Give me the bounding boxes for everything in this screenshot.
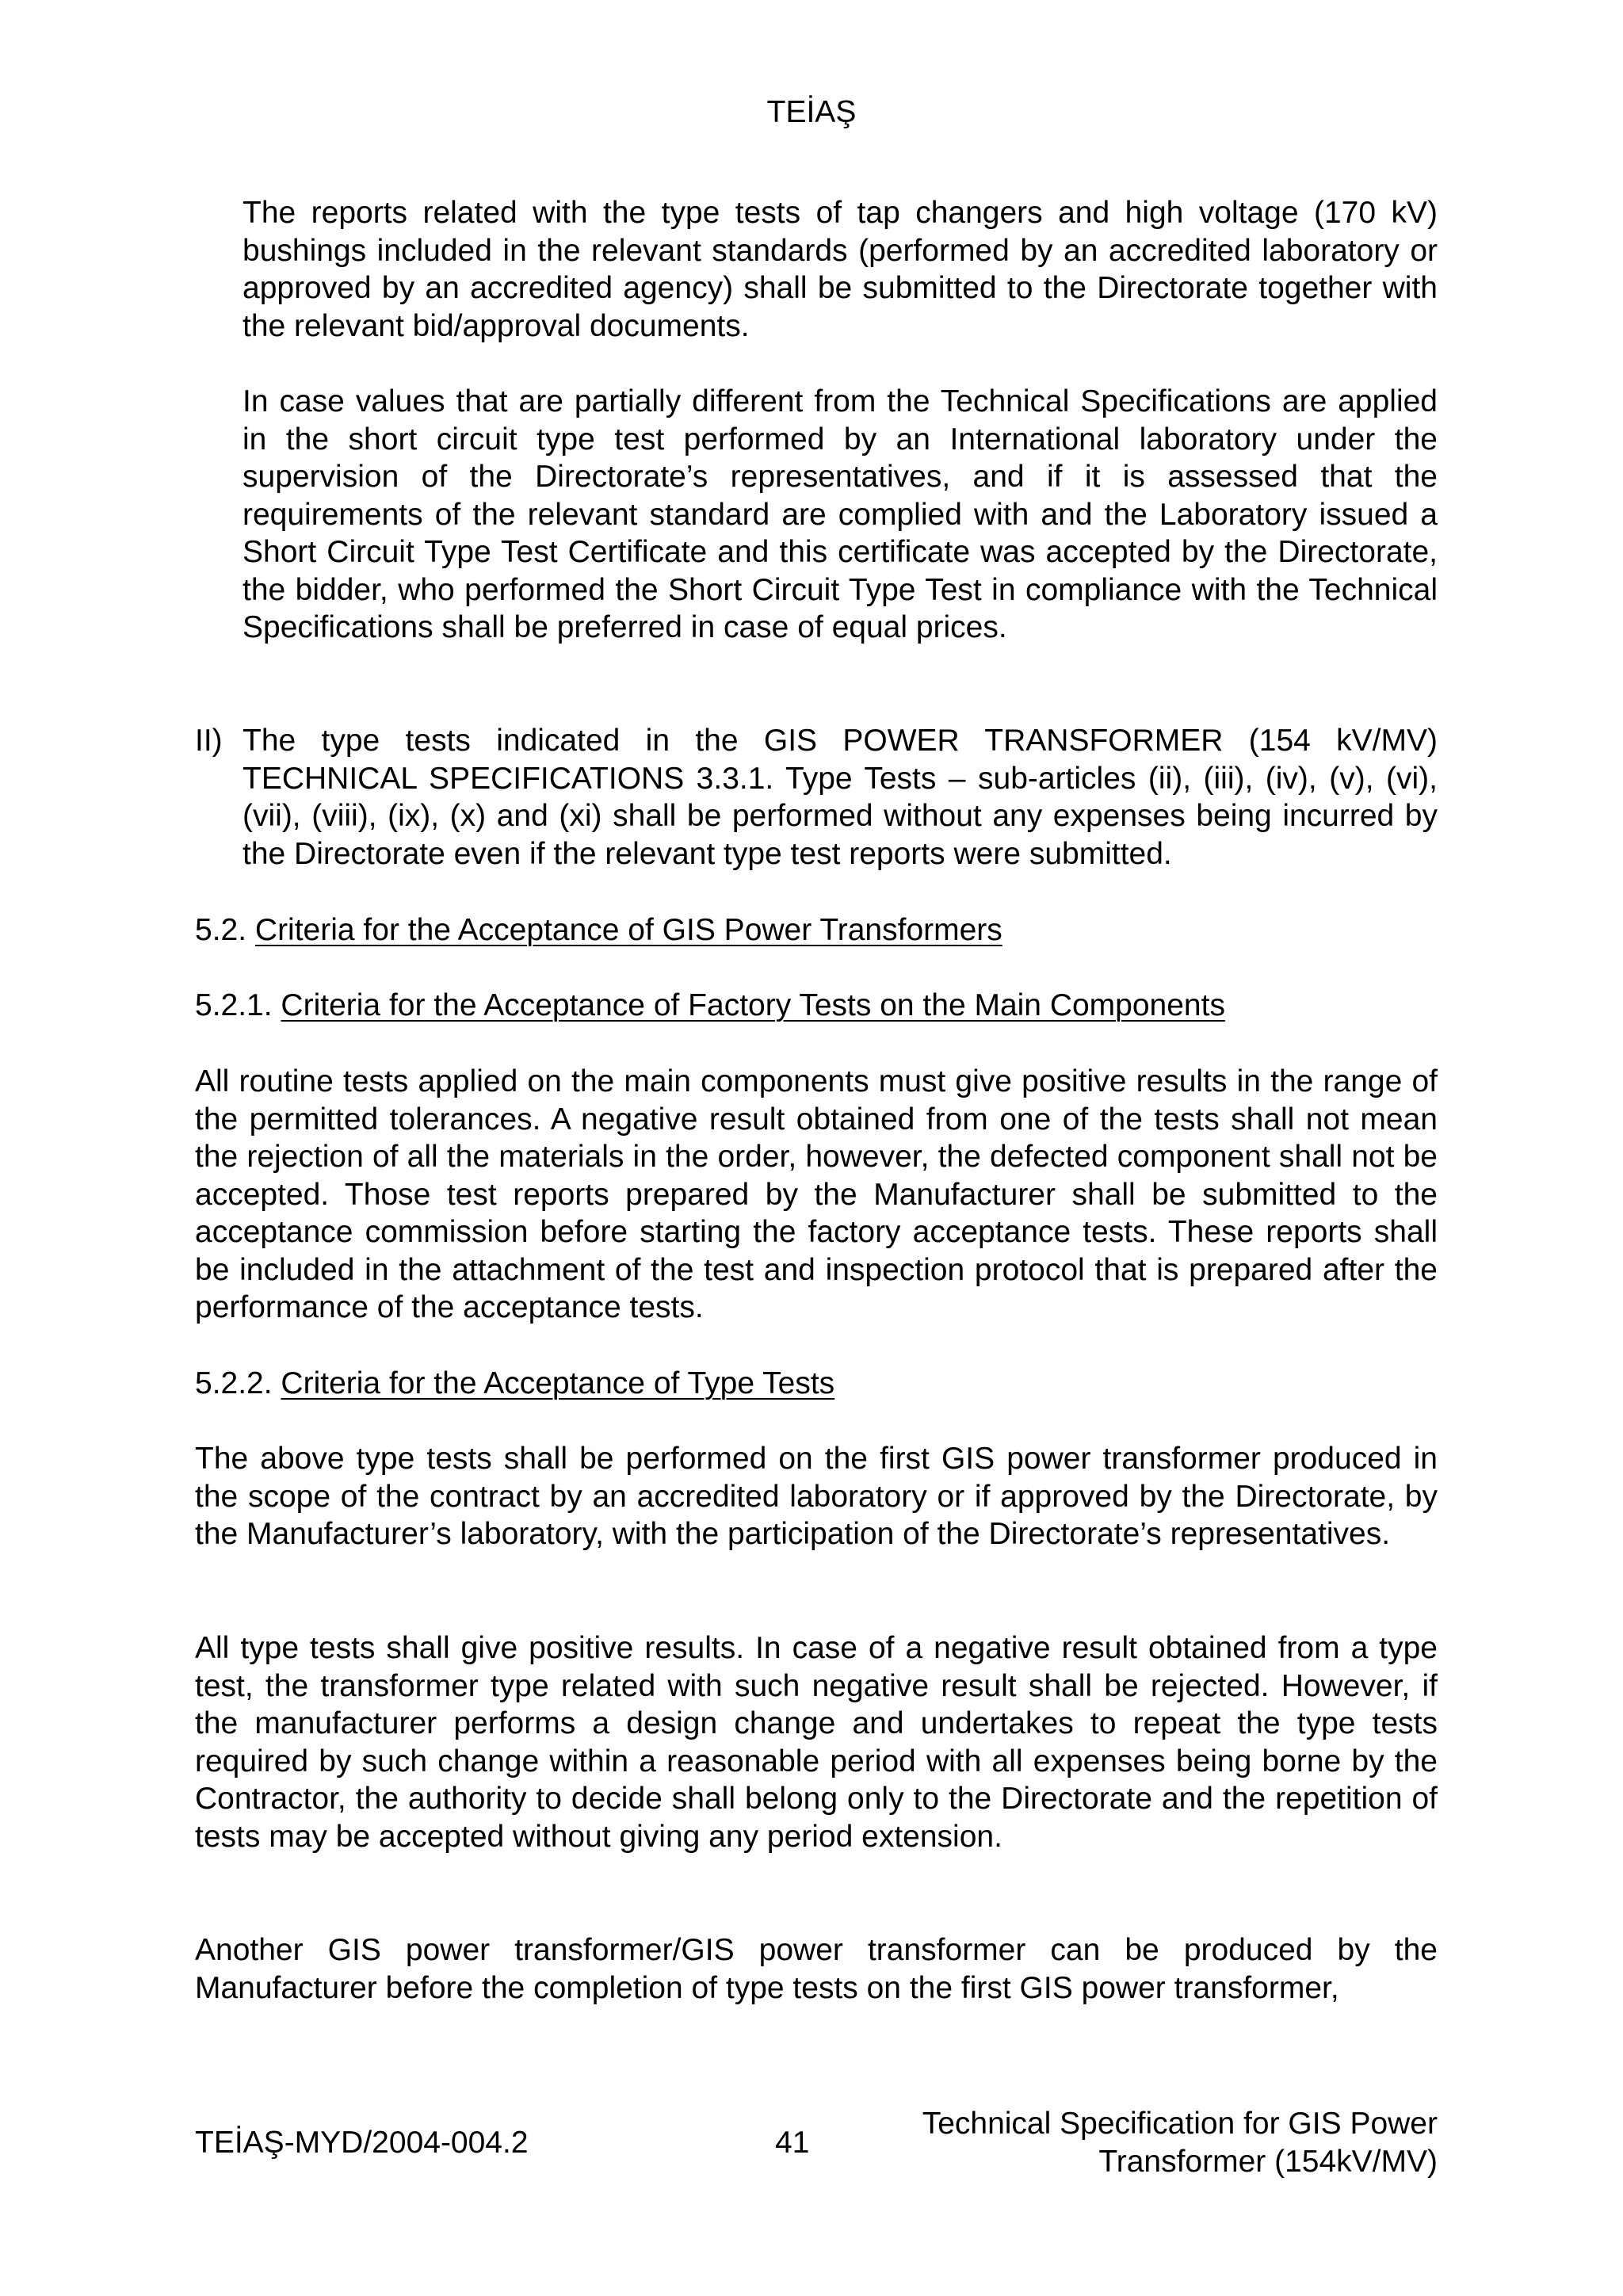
heading-5-2-title: Criteria for the Acceptance of GIS Power Transformers — [254, 913, 1002, 947]
heading-5-2-number: 5.2. — [195, 913, 247, 947]
heading-5-2-1 — [195, 987, 1225, 1025]
heading-5-2-2 — [195, 1365, 834, 1403]
footer-page-number: 41 — [775, 2126, 810, 2160]
footer-spec-line-2: Transformer (154kV/MV) — [1098, 2145, 1438, 2179]
page-header: TEİAŞ — [766, 95, 857, 129]
paragraph-type-tests-positive: All type tests shall give positive results. In case of a negative result obtained from a type test, the transformer type related with such negative result shall be rejected. However, if the manufacturer performs a design change and undertakes to repeat the type tests required by such change within a reasonable period with all expenses being borne by the Contractor, the authority to decide shall belong only to the Directorate and the repetition of tests may be accepted without giving any period extension. — [195, 1631, 1438, 1854]
heading-5-2 — [195, 911, 1002, 949]
heading-5-2-1-number: 5.2.1. — [195, 988, 273, 1022]
paragraph-routine-tests: All routine tests applied on the main components must give positive results in the range of the permitted tolerances. A negative result obtained from one of the tests shall not mean the rejection of all the materials in the order, however, the defected component shall not be accepted. Those test reports prepared by the Manufacturer shall be submitted to the acceptance commission before starting the factory acceptance tests. These reports shall be included in the attachment of the test and inspection protocol that is prepared after the performance of the acceptance tests. — [195, 1064, 1438, 1324]
paragraph-another-transformer: Another GIS power transformer/GIS power transformer can be produced by the Manufacturer before the completion of type tests on the first GIS power transformer, — [195, 1933, 1438, 2005]
paragraph-type-tests-first-unit: The above type tests shall be performed on the first GIS power transformer produced in the scope of the contract by an accredited laboratory or if approved by the Directorate, by the Manufacturer’s laboratory, with the participation of the Directorate’s representatives. — [195, 1442, 1438, 1551]
list-item-ii: The type tests indicated in the GIS POWER TRANSFORMER (154 kV/MV) TECHNICAL SPECIFICATIONS 3.3.1. Type Tests – sub-articles (ii), (iii), (iv), (v), (vi), (vii), (viii), (ix), (x) and (xi) shall be performed without any expenses being incurred by the Directorate even if the relevant type test reports were submitted. — [242, 724, 1438, 871]
list-marker-ii: II) — [195, 724, 223, 758]
paragraph-short-circuit-test: In case values that are partially different from the Technical Specifications are applied in the short circuit type test performed by an International laboratory under the supervision of the Directorate’s representatives, and if it is assessed that the requirements of the relevant standard are complied with and the Laboratory issued a Short Circuit Type Test Certificate and this certificate was accepted by the Directorate, the bidder, who performed the Short Circuit Type Test in compliance with the Technical Specifications shall be preferred in case of equal prices. — [242, 384, 1438, 644]
footer-doc-code: TEİAŞ-MYD/2004-004.2 — [195, 2126, 529, 2160]
paragraph-type-test-reports: The reports related with the type tests of tap changers and high voltage (170 kV) bushings included in the relevant standards (performed by an accredited laboratory or approved by an accredited agency) shall be submitted to the Directorate together with the relevant bid/approval documents. — [242, 196, 1438, 343]
footer-spec-title — [835, 2105, 1438, 2181]
footer-spec-line-1: Technical Specification for GIS Power — [922, 2107, 1438, 2141]
heading-5-2-2-number: 5.2.2. — [195, 1366, 273, 1400]
heading-5-2-2-title: Criteria for the Acceptance of Type Tests — [281, 1366, 835, 1400]
heading-5-2-1-title: Criteria for the Acceptance of Factory Tests on the Main Components — [281, 988, 1225, 1022]
